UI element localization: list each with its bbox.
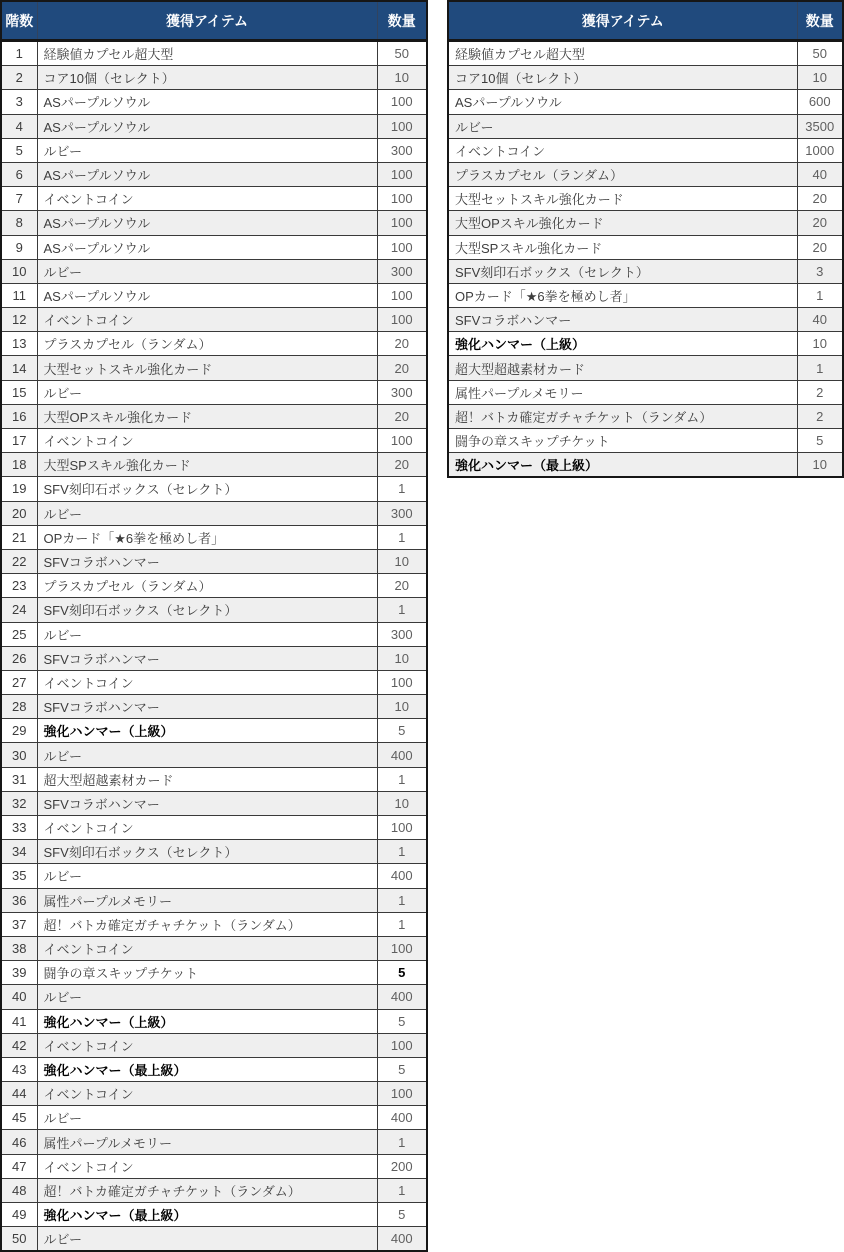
floor-number-cell: 49 [1, 1203, 37, 1227]
floor-number-cell: 2 [1, 66, 37, 90]
table-row [448, 308, 843, 332]
quantity-cell: 1 [377, 598, 427, 622]
table-row [1, 574, 427, 598]
table-row [1, 162, 427, 186]
floor-number-cell: 19 [1, 477, 37, 501]
item-name-cell: 強化ハンマー（上級） [448, 332, 797, 356]
floor-number-cell: 17 [1, 429, 37, 453]
item-name-cell: ASパープルソウル [37, 283, 377, 307]
item-name-cell: ルビー [37, 743, 377, 767]
table-row [1, 90, 427, 114]
floor-number-cell: 22 [1, 549, 37, 573]
table-row [1, 1106, 427, 1130]
table-row [1, 622, 427, 646]
header-obtained-item: 獲得アイテム [448, 1, 797, 41]
quantity-cell: 400 [377, 743, 427, 767]
quantity-cell: 20 [377, 356, 427, 380]
quantity-cell: 5 [377, 961, 427, 985]
item-name-cell: プラスカプセル（ランダム） [37, 332, 377, 356]
table-row [448, 332, 843, 356]
quantity-cell: 400 [377, 1106, 427, 1130]
table-row [1, 549, 427, 573]
quantity-cell: 300 [377, 622, 427, 646]
item-name-cell: ルビー [37, 622, 377, 646]
quantity-cell: 1 [377, 1130, 427, 1154]
item-name-cell: 強化ハンマー（最上級） [37, 1203, 377, 1227]
item-name-cell: ルビー [37, 138, 377, 162]
total-table-header-row [448, 1, 843, 41]
quantity-cell: 400 [377, 985, 427, 1009]
item-name-cell: 超大型超越素材カード [448, 356, 797, 380]
quantity-cell: 1 [377, 1178, 427, 1202]
table-row [448, 453, 843, 478]
floor-number-cell: 42 [1, 1033, 37, 1057]
floor-number-cell: 14 [1, 356, 37, 380]
item-name-cell: イベントコイン [37, 936, 377, 960]
table-row [1, 864, 427, 888]
table-row [448, 114, 843, 138]
table-row [1, 1009, 427, 1033]
table-row [1, 356, 427, 380]
item-name-cell: 属性パープルメモリー [37, 888, 377, 912]
floor-number-cell: 44 [1, 1082, 37, 1106]
floor-number-cell: 20 [1, 501, 37, 525]
item-name-cell: 大型セットスキル強化カード [37, 356, 377, 380]
table-row [1, 41, 427, 66]
item-name-cell: 経験値カプセル超大型 [448, 41, 797, 66]
quantity-cell: 3500 [797, 114, 843, 138]
total-rewards-table [447, 0, 844, 478]
item-name-cell: イベントコイン [37, 429, 377, 453]
item-name-cell: 闘争の章スキップチケット [448, 429, 797, 453]
floor-number-cell: 11 [1, 283, 37, 307]
table-row [1, 1154, 427, 1178]
table-row [1, 912, 427, 936]
quantity-cell: 10 [377, 646, 427, 670]
table-row [1, 695, 427, 719]
item-name-cell: コア10個（セレクト） [37, 66, 377, 90]
table-row [1, 429, 427, 453]
quantity-cell: 20 [377, 332, 427, 356]
table-row [1, 404, 427, 428]
floor-number-cell: 32 [1, 791, 37, 815]
total-table-body [448, 41, 843, 478]
floor-number-cell: 38 [1, 936, 37, 960]
item-name-cell: ルビー [37, 864, 377, 888]
table-row [1, 1178, 427, 1202]
floor-table-header-row [1, 1, 427, 41]
quantity-cell: 100 [377, 308, 427, 332]
item-name-cell: SFV刻印石ボックス（セレクト） [37, 477, 377, 501]
quantity-cell: 1 [377, 888, 427, 912]
table-row [1, 1082, 427, 1106]
quantity-cell: 100 [377, 211, 427, 235]
item-name-cell: イベントコイン [37, 670, 377, 694]
floor-number-cell: 23 [1, 574, 37, 598]
table-row [1, 477, 427, 501]
table-row [1, 961, 427, 985]
quantity-cell: 1 [377, 912, 427, 936]
item-name-cell: ルビー [37, 259, 377, 283]
table-row [1, 598, 427, 622]
floor-number-cell: 6 [1, 162, 37, 186]
item-name-cell: ASパープルソウル [37, 162, 377, 186]
floor-number-cell: 5 [1, 138, 37, 162]
quantity-cell: 300 [377, 138, 427, 162]
quantity-cell: 100 [377, 429, 427, 453]
floor-number-cell: 41 [1, 1009, 37, 1033]
item-name-cell: ASパープルソウル [37, 114, 377, 138]
quantity-cell: 400 [377, 1227, 427, 1252]
table-row [448, 356, 843, 380]
quantity-cell: 1 [377, 840, 427, 864]
item-name-cell: OPカード「★6拳を極めし者」 [37, 525, 377, 549]
table-row [1, 259, 427, 283]
floor-number-cell: 28 [1, 695, 37, 719]
floor-number-cell: 7 [1, 187, 37, 211]
item-name-cell: SFVコラボハンマー [448, 308, 797, 332]
table-row [1, 816, 427, 840]
quantity-cell: 100 [377, 235, 427, 259]
quantity-cell: 20 [377, 404, 427, 428]
item-name-cell: 大型OPスキル強化カード [448, 211, 797, 235]
item-name-cell: ASパープルソウル [37, 90, 377, 114]
table-row [1, 936, 427, 960]
quantity-cell: 100 [377, 114, 427, 138]
quantity-cell: 10 [377, 695, 427, 719]
floor-number-cell: 24 [1, 598, 37, 622]
item-name-cell: 属性パープルメモリー [37, 1130, 377, 1154]
item-name-cell: SFV刻印石ボックス（セレクト） [37, 598, 377, 622]
floor-number-cell: 50 [1, 1227, 37, 1252]
floor-number-cell: 21 [1, 525, 37, 549]
quantity-cell: 20 [377, 574, 427, 598]
item-name-cell: ASパープルソウル [37, 211, 377, 235]
item-name-cell: イベントコイン [37, 1154, 377, 1178]
item-name-cell: プラスカプセル（ランダム） [37, 574, 377, 598]
floor-number-cell: 45 [1, 1106, 37, 1130]
item-name-cell: イベントコイン [37, 816, 377, 840]
table-row [1, 840, 427, 864]
quantity-cell: 10 [797, 453, 843, 478]
quantity-cell: 1000 [797, 138, 843, 162]
table-row [1, 646, 427, 670]
table-row [1, 66, 427, 90]
item-name-cell: イベントコイン [448, 138, 797, 162]
item-name-cell: ASパープルソウル [37, 235, 377, 259]
item-name-cell: ASパープルソウル [448, 90, 797, 114]
table-row [448, 429, 843, 453]
quantity-cell: 40 [797, 308, 843, 332]
quantity-cell: 50 [377, 41, 427, 66]
item-name-cell: 超！バトカ確定ガチャチケット（ランダム） [37, 912, 377, 936]
floor-number-cell: 33 [1, 816, 37, 840]
table-row [448, 283, 843, 307]
quantity-cell: 20 [377, 453, 427, 477]
quantity-cell: 100 [377, 162, 427, 186]
header-floor-number: 階数 [1, 1, 37, 41]
item-name-cell: ルビー [37, 1106, 377, 1130]
table-row [1, 380, 427, 404]
item-name-cell: 闘争の章スキップチケット [37, 961, 377, 985]
table-row [1, 1227, 427, 1252]
table-row [1, 138, 427, 162]
floor-number-cell: 15 [1, 380, 37, 404]
item-name-cell: SFV刻印石ボックス（セレクト） [37, 840, 377, 864]
table-row [448, 187, 843, 211]
quantity-cell: 1 [377, 477, 427, 501]
floor-number-cell: 36 [1, 888, 37, 912]
table-row [1, 719, 427, 743]
floor-number-cell: 47 [1, 1154, 37, 1178]
floor-number-cell: 10 [1, 259, 37, 283]
floor-table-body [1, 41, 427, 1252]
table-row [1, 888, 427, 912]
item-name-cell: ルビー [37, 985, 377, 1009]
floor-number-cell: 12 [1, 308, 37, 332]
floor-number-cell: 34 [1, 840, 37, 864]
quantity-cell: 3 [797, 259, 843, 283]
quantity-cell: 200 [377, 1154, 427, 1178]
item-name-cell: ルビー [37, 380, 377, 404]
floor-number-cell: 25 [1, 622, 37, 646]
item-name-cell: SFVコラボハンマー [37, 791, 377, 815]
floor-number-cell: 39 [1, 961, 37, 985]
floor-number-cell: 40 [1, 985, 37, 1009]
item-name-cell: 強化ハンマー（上級） [37, 1009, 377, 1033]
floor-number-cell: 37 [1, 912, 37, 936]
table-row [448, 162, 843, 186]
quantity-cell: 5 [377, 719, 427, 743]
item-name-cell: 大型セットスキル強化カード [448, 187, 797, 211]
table-row [1, 1057, 427, 1081]
quantity-cell: 300 [377, 380, 427, 404]
table-row [1, 1203, 427, 1227]
quantity-cell: 10 [797, 332, 843, 356]
quantity-cell: 100 [377, 936, 427, 960]
quantity-cell: 10 [797, 66, 843, 90]
floor-number-cell: 30 [1, 743, 37, 767]
table-row [1, 308, 427, 332]
item-name-cell: SFVコラボハンマー [37, 646, 377, 670]
quantity-cell: 2 [797, 380, 843, 404]
table-row [448, 211, 843, 235]
table-row [1, 670, 427, 694]
item-name-cell: 超大型超越素材カード [37, 767, 377, 791]
quantity-cell: 100 [377, 1082, 427, 1106]
item-name-cell: SFVコラボハンマー [37, 549, 377, 573]
table-row [1, 525, 427, 549]
item-name-cell: ルビー [37, 501, 377, 525]
quantity-cell: 1 [377, 525, 427, 549]
item-name-cell: 属性パープルメモリー [448, 380, 797, 404]
table-row [448, 90, 843, 114]
table-row [1, 985, 427, 1009]
item-name-cell: 大型SPスキル強化カード [37, 453, 377, 477]
quantity-cell: 5 [797, 429, 843, 453]
item-name-cell: ルビー [37, 1227, 377, 1252]
table-row [1, 283, 427, 307]
quantity-cell: 100 [377, 283, 427, 307]
quantity-cell: 100 [377, 816, 427, 840]
item-name-cell: 大型SPスキル強化カード [448, 235, 797, 259]
quantity-cell: 600 [797, 90, 843, 114]
item-name-cell: 強化ハンマー（最上級） [37, 1057, 377, 1081]
item-name-cell: 大型OPスキル強化カード [37, 404, 377, 428]
item-name-cell: イベントコイン [37, 1033, 377, 1057]
quantity-cell: 100 [377, 1033, 427, 1057]
item-name-cell: 超！バトカ確定ガチャチケット（ランダム） [448, 404, 797, 428]
quantity-cell: 300 [377, 501, 427, 525]
quantity-cell: 40 [797, 162, 843, 186]
item-name-cell: コア10個（セレクト） [448, 66, 797, 90]
item-name-cell: イベントコイン [37, 187, 377, 211]
header-quantity: 数量 [797, 1, 843, 41]
item-name-cell: SFVコラボハンマー [37, 695, 377, 719]
quantity-cell: 10 [377, 66, 427, 90]
quantity-cell: 5 [377, 1009, 427, 1033]
table-row [1, 332, 427, 356]
table-row [1, 114, 427, 138]
quantity-cell: 100 [377, 670, 427, 694]
floor-number-cell: 43 [1, 1057, 37, 1081]
table-row [448, 235, 843, 259]
quantity-cell: 100 [377, 90, 427, 114]
quantity-cell: 10 [377, 791, 427, 815]
quantity-cell: 400 [377, 864, 427, 888]
table-row [1, 235, 427, 259]
quantity-cell: 100 [377, 187, 427, 211]
floor-number-cell: 9 [1, 235, 37, 259]
item-name-cell: 経験値カプセル超大型 [37, 41, 377, 66]
item-name-cell: 強化ハンマー（最上級） [448, 453, 797, 478]
table-row [448, 404, 843, 428]
item-name-cell: SFV刻印石ボックス（セレクト） [448, 259, 797, 283]
header-obtained-item: 獲得アイテム [37, 1, 377, 41]
floor-number-cell: 13 [1, 332, 37, 356]
table-row [1, 743, 427, 767]
item-name-cell: 強化ハンマー（上級） [37, 719, 377, 743]
quantity-cell: 300 [377, 259, 427, 283]
quantity-cell: 20 [797, 235, 843, 259]
floor-number-cell: 31 [1, 767, 37, 791]
table-row [1, 1033, 427, 1057]
table-row [448, 41, 843, 66]
floor-number-cell: 1 [1, 41, 37, 66]
quantity-cell: 1 [377, 767, 427, 791]
floor-number-cell: 16 [1, 404, 37, 428]
table-row [1, 211, 427, 235]
quantity-cell: 5 [377, 1057, 427, 1081]
floor-number-cell: 48 [1, 1178, 37, 1202]
table-row [448, 380, 843, 404]
floor-number-cell: 3 [1, 90, 37, 114]
item-name-cell: プラスカプセル（ランダム） [448, 162, 797, 186]
floor-number-cell: 26 [1, 646, 37, 670]
floor-number-cell: 46 [1, 1130, 37, 1154]
floor-number-cell: 18 [1, 453, 37, 477]
table-row [448, 259, 843, 283]
table-row [448, 138, 843, 162]
floor-number-cell: 29 [1, 719, 37, 743]
item-name-cell: OPカード「★6拳を極めし者」 [448, 283, 797, 307]
quantity-cell: 1 [797, 356, 843, 380]
quantity-cell: 1 [797, 283, 843, 307]
quantity-cell: 50 [797, 41, 843, 66]
table-row [448, 66, 843, 90]
table-row [1, 791, 427, 815]
table-row [1, 453, 427, 477]
item-name-cell: イベントコイン [37, 308, 377, 332]
item-name-cell: イベントコイン [37, 1082, 377, 1106]
floor-number-cell: 27 [1, 670, 37, 694]
quantity-cell: 2 [797, 404, 843, 428]
quantity-cell: 10 [377, 549, 427, 573]
item-name-cell: 超！バトカ確定ガチャチケット（ランダム） [37, 1178, 377, 1202]
table-row [1, 501, 427, 525]
floor-number-cell: 35 [1, 864, 37, 888]
table-row [1, 767, 427, 791]
floor-number-cell: 8 [1, 211, 37, 235]
quantity-cell: 20 [797, 187, 843, 211]
table-row [1, 1130, 427, 1154]
table-row [1, 187, 427, 211]
floor-number-cell: 4 [1, 114, 37, 138]
quantity-cell: 5 [377, 1203, 427, 1227]
header-quantity: 数量 [377, 1, 427, 41]
item-name-cell: ルビー [448, 114, 797, 138]
quantity-cell: 20 [797, 211, 843, 235]
